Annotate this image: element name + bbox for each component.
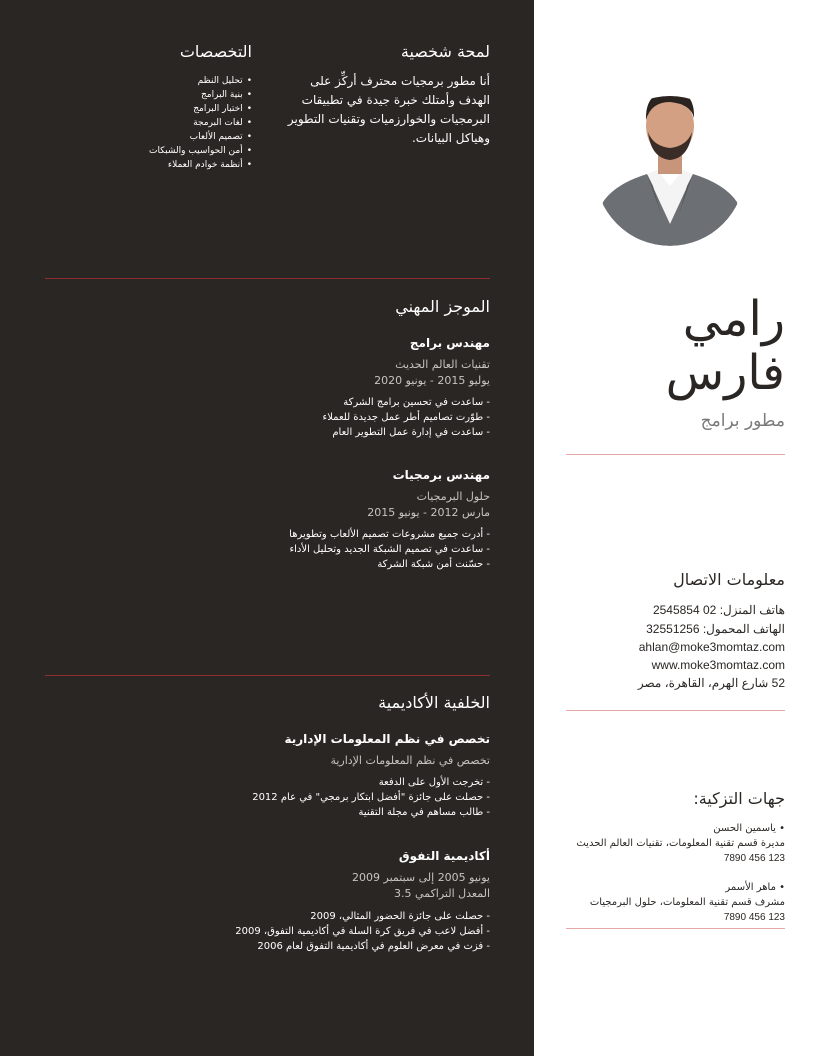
skill-item: • بنية البرامج [102,88,252,102]
job-bullet: - ساعدت في إدارة عمل التطوير العام [332,427,490,438]
skill-item: • اختبار البرامج [102,102,252,116]
education-title: تخصص في نظم المعلومات الإدارية [284,732,490,746]
job-bullet: - ساعدت في تصميم الشبكة الجديد وتحليل الأداء [289,544,490,555]
education-meta: تخصص في نظم المعلومات الإدارية [330,754,490,767]
skill-item: • تحليل النظم [102,74,252,88]
reference-position: مشرف قسم تقنية المعلومات، حلول البرمجيات [589,897,785,908]
section-divider [45,675,490,676]
education-bullets [235,909,490,954]
reference-item [573,821,785,866]
section-divider [45,278,490,279]
section-divider [566,710,785,711]
education-dates: يونيو 2005 إلى سبتمبر 2009 [352,871,490,884]
person-name [666,292,785,400]
reference-phone: 123 456 7890 [723,912,785,923]
person-portrait [595,74,745,246]
job-bullet: - حسّنت أمن شبكة الشركة [377,559,490,570]
last-name: فارس [665,345,785,401]
education-bullet: - تخرجت الأول على الدفعة [378,777,490,788]
section-divider [566,454,785,455]
contact-email: ahlan@moke3momtaz.com [638,640,785,654]
reference-name: • ياسمين الحسن [713,823,785,834]
job-company: حلول البرمجيات [416,490,490,503]
person-role: مطور برامج [700,411,785,431]
education-bullet: - أفضل لاعب في فريق كرة السلة في أكاديمية التفوق، 2009 [235,926,490,937]
education-gpa: المعدل التراكمي 3.5 [394,887,490,900]
experience-heading: الموجز المهني [395,297,490,316]
skill-item: • لغات البرمجة [102,116,252,130]
skills-heading: التخصصات [179,42,252,61]
job-dates: يوليو 2015 - يونيو 2020 [374,374,490,387]
contact-heading: معلومات الاتصال [673,570,785,589]
job-dates: مارس 2012 - يونيو 2015 [367,506,490,519]
reference-position: مديرة قسم تقنية المعلومات، تقنيات العالم الحديث [576,838,785,849]
contact-home-phone: هاتف المنزل: 02 2545854 [652,603,785,617]
first-name: رامي [682,291,785,347]
job-bullet: - طوّرت تصاميم أطر عمل جديدة للعملاء [322,412,490,423]
job-title: مهندس برامج [409,336,490,350]
skills-list [102,74,252,172]
education-bullet: - فزت في معرض العلوم في أكاديمية التفوق لعام 2006 [257,941,490,952]
education-bullet: - حصلت على جائزة الحضور المثالي، 2009 [310,911,490,922]
job-company: تقنيات العالم الحديث [395,358,490,371]
education-bullet: - طالب مساهم في مجلة التقنية [358,807,490,818]
profile-heading: لمحة شخصية [400,42,490,61]
job-bullet: - أدرت جميع مشروعات تصميم الألعاب وتطويرها [289,529,490,540]
references-heading: جهات التزكية: [693,789,785,808]
education-heading: الخلفية الأكاديمية [378,693,490,712]
job-bullets [323,395,491,440]
contact-website: www.moke3momtaz.com [651,658,785,672]
contact-mobile: الهاتف المحمول: 32551256 [646,622,785,636]
education-bullets [252,775,490,820]
skill-item: • أنظمة خوادم العملاء [102,158,252,172]
reference-item [573,880,785,925]
skill-item: • أمن الحواسيب والشبكات [102,144,252,158]
education-bullet: - حصلت على جائزة "أفضل ابتكار برمجي" في عام 2012 [252,792,490,803]
job-bullets [289,527,490,572]
section-divider [566,928,785,929]
reference-name: • ماهر الأسمر [725,882,785,893]
skill-item: • تصميم الألعاب [102,130,252,144]
contact-address: 52 شارع الهرم، القاهرة، مصر [637,676,785,690]
job-title: مهندس برمجيات [392,468,490,482]
job-bullet: - ساعدت في تحسين برامج الشركة [343,397,490,408]
education-title: أكاديمية التفوق [398,849,490,863]
profile-photo [595,74,745,246]
reference-phone: 123 456 7890 [723,853,785,864]
profile-text: أنا مطور برمجيات محترف أركِّز على الهدف وأمتلك خبرة جيدة في تطبيقات البرمجيات والخوارزميات وتقنيات التطوير وهياكل البيانات. [287,74,490,145]
